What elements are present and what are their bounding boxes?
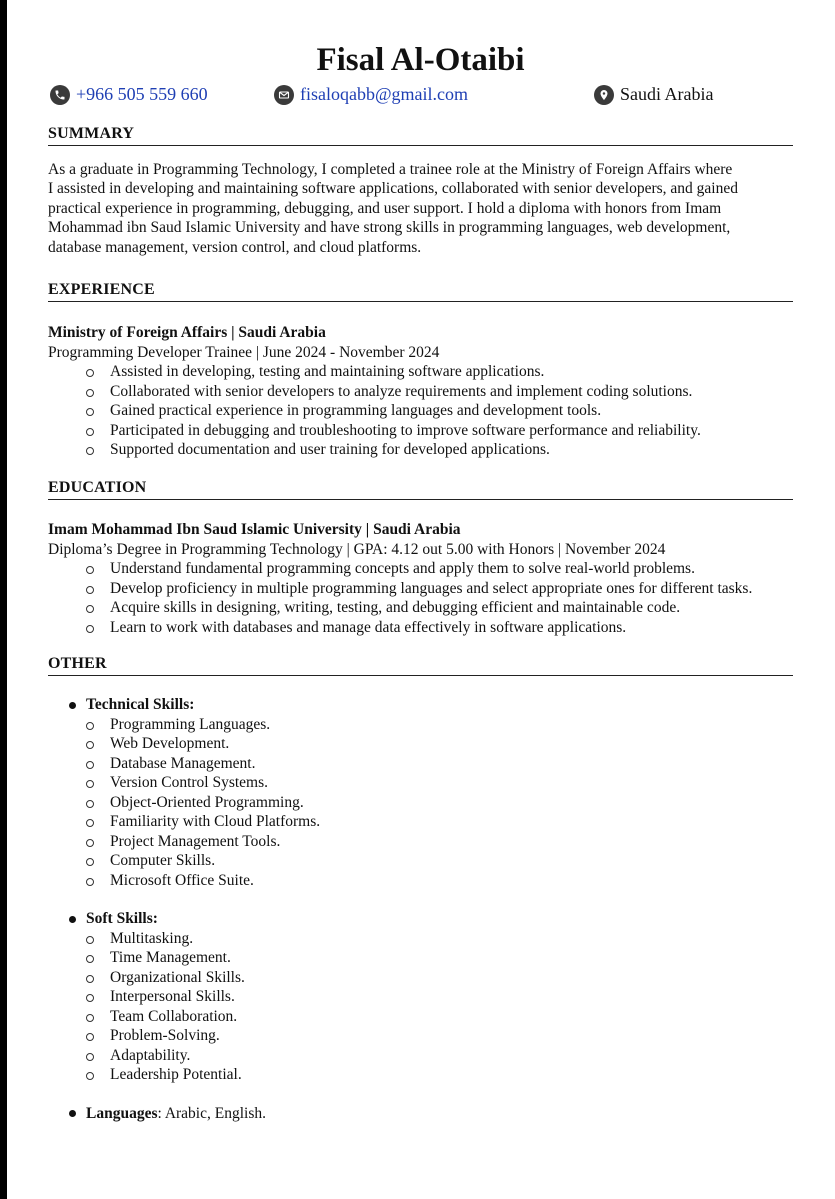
list-item: Participated in debugging and troubleshooting to improve software performance and reliability. — [48, 421, 793, 441]
email-address[interactable]: fisaloqabb@gmail.com — [300, 84, 469, 104]
experience-bullets — [48, 362, 793, 460]
soft-skills-list — [48, 929, 793, 1085]
contact-phone[interactable] — [50, 84, 208, 105]
list-item: Time Management. — [48, 948, 793, 968]
list-item: Adaptability. — [48, 1046, 793, 1066]
list-item: Assisted in developing, testing and maintaining software applications. — [48, 362, 793, 382]
technical-skills-list — [48, 715, 793, 891]
summary-text — [48, 160, 793, 257]
education-section — [48, 479, 793, 637]
experience-section — [48, 281, 793, 460]
list-item: Understand fundamental programming concepts and apply them to solve real-world problems. — [48, 559, 793, 579]
left-border — [0, 0, 7, 1199]
summary-line: Mohammad ibn Saud Islamic University and have strong skills in programming languages, web development, — [48, 219, 731, 237]
list-item: Team Collaboration. — [48, 1007, 793, 1027]
bullet-dot — [69, 1110, 76, 1117]
other-section — [48, 655, 793, 1123]
list-item: Web Development. — [48, 734, 793, 754]
list-item: Learn to work with databases and manage data effectively in software applications. — [48, 618, 793, 638]
location-pin-icon — [594, 85, 614, 105]
languages-group — [48, 1104, 793, 1124]
list-item: Multitasking. — [48, 929, 793, 949]
technical-skills-group — [48, 695, 793, 890]
summary-line: I assisted in developing and maintaining software applications, collaborated with senior developers, and gained — [48, 180, 738, 198]
list-item: Leadership Potential. — [48, 1065, 793, 1085]
summary-title: SUMMARY — [48, 125, 793, 146]
list-item: Develop proficiency in multiple programming languages and select appropriate ones for different tasks. — [48, 579, 793, 599]
technical-skills-title: Technical Skills: — [86, 696, 195, 713]
languages-label: Languages — [86, 1104, 158, 1122]
summary-section — [48, 125, 793, 257]
education-org: Imam Mohammad Ibn Saud Islamic University | Saudi Arabia — [48, 521, 461, 538]
list-item: Programming Languages. — [48, 715, 793, 735]
list-item: Problem-Solving. — [48, 1026, 793, 1046]
summary-line: As a graduate in Programming Technology, I completed a trainee role at the Ministry of Foreign Affairs where — [48, 161, 733, 178]
education-title: EDUCATION — [48, 479, 793, 500]
soft-skills-title: Soft Skills: — [86, 910, 158, 927]
list-item: Familiarity with Cloud Platforms. — [48, 812, 793, 832]
contact-bar — [48, 84, 793, 108]
list-item: Database Management. — [48, 754, 793, 774]
experience-title: EXPERIENCE — [48, 281, 793, 302]
education-degree: Diploma’s Degree in Programming Technology | GPA: 4.12 out 5.00 with Honors | November 2024 — [48, 540, 666, 558]
bullet-dot — [69, 916, 76, 923]
experience-org: Ministry of Foreign Affairs | Saudi Arabia — [48, 324, 326, 341]
experience-role: Programming Developer Trainee | June 2024 - November 2024 — [48, 343, 440, 361]
list-item: Organizational Skills. — [48, 968, 793, 988]
mail-icon — [274, 85, 294, 105]
education-bullets — [48, 559, 793, 637]
list-item: Version Control Systems. — [48, 773, 793, 793]
bullet-dot — [69, 702, 76, 709]
list-item: Gained practical experience in programming languages and development tools. — [48, 401, 793, 421]
candidate-name: Fisal Al-Otaibi — [316, 42, 525, 78]
list-item: Microsoft Office Suite. — [48, 871, 793, 891]
location-text: Saudi Arabia — [620, 84, 714, 104]
list-item: Supported documentation and user training for developed applications. — [48, 440, 793, 460]
list-item: Interpersonal Skills. — [48, 987, 793, 1007]
phone-number[interactable]: +966 505 559 660 — [76, 84, 208, 104]
list-item: Collaborated with senior developers to analyze requirements and implement coding solutions. — [48, 382, 793, 402]
summary-line: practical experience in programming, debugging, and user support. I hold a diploma with honors from Imam — [48, 199, 722, 217]
list-item: Computer Skills. — [48, 851, 793, 871]
contact-email[interactable] — [274, 84, 468, 105]
other-title: OTHER — [48, 655, 793, 676]
summary-line: database management, version control, and cloud platforms. — [48, 238, 422, 256]
list-item: Project Management Tools. — [48, 832, 793, 852]
soft-skills-group — [48, 909, 793, 1085]
list-item: Acquire skills in designing, writing, testing, and debugging efficient and maintainable code. — [48, 598, 793, 618]
list-item: Object-Oriented Programming. — [48, 793, 793, 813]
languages-value: : Arabic, English. — [157, 1104, 266, 1122]
contact-location — [594, 84, 713, 105]
phone-icon — [50, 85, 70, 105]
